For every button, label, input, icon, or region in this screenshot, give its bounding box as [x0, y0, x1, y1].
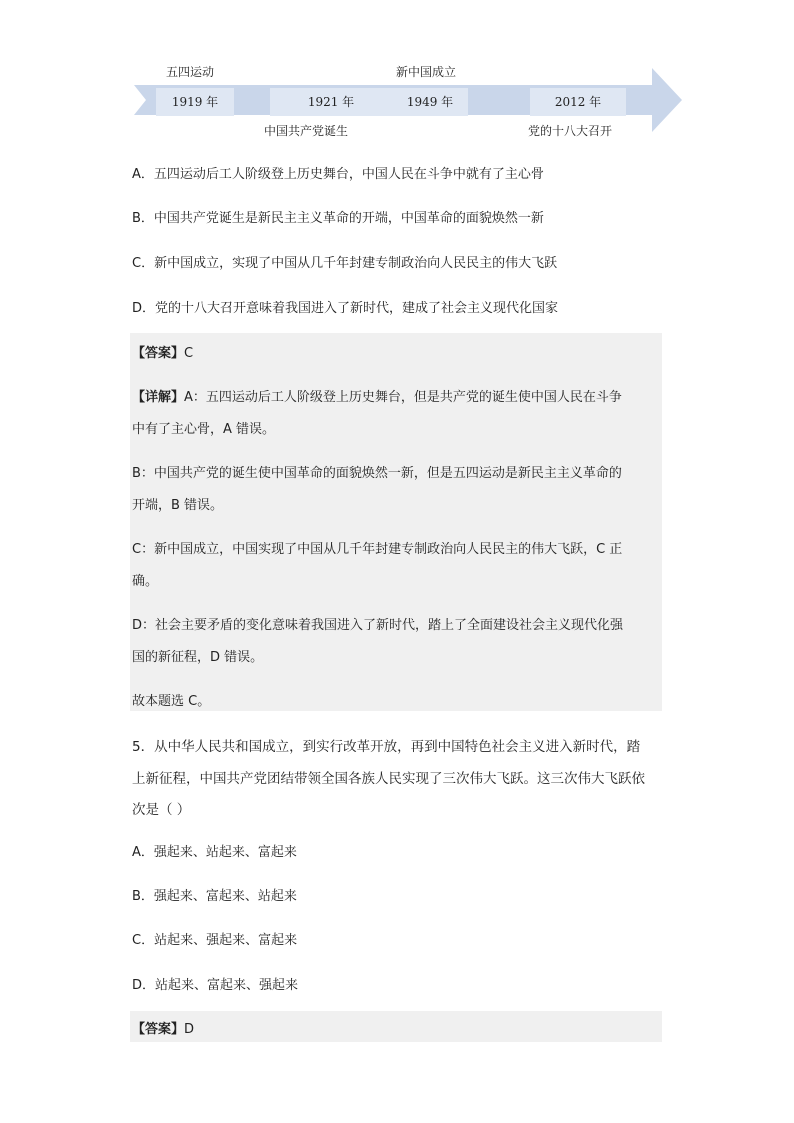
answer-value: C	[184, 346, 194, 361]
timeline-year-1949: 1949 年	[392, 88, 468, 116]
timeline-figure	[132, 58, 688, 140]
q5-answer-block	[130, 1011, 662, 1042]
q4-option-a: A．五四运动后工人阶级登上历史舞台，中国人民在斗争中就有了主心骨	[132, 167, 544, 182]
answer-label: 【答案】	[132, 346, 185, 361]
q4-detail-line-5: C：新中国成立，中国实现了中国从几千年封建专制政治向人民民主的伟大飞跃，C 正	[132, 542, 623, 557]
timeline-label-18th-congress: 党的十八大召开	[528, 124, 613, 138]
timeline-label-cpc-founded: 中国共产党诞生	[264, 124, 349, 138]
q4-detail-line-3: B：中国共产党的诞生使中国革命的面貌焕然一新，但是五四运动是新民主主义革命的	[132, 466, 622, 481]
q4-conclusion: 故本题选 C。	[132, 694, 211, 709]
q5-option-c: C．站起来、强起来、富起来	[132, 933, 298, 948]
timeline-label-wusi: 五四运动	[166, 65, 215, 79]
q5-answer	[132, 1018, 194, 1037]
q5-option-a: A．强起来、站起来、富起来	[132, 845, 297, 860]
q4-detail-line-6: 确。	[132, 574, 159, 589]
q4-answer	[132, 342, 193, 361]
q4-detail-line-8: 国的新征程，D 错误。	[132, 650, 264, 665]
q5-stem-line-2: 上新征程，中国共产党团结带领全国各族人民实现了三次伟大飞跃。这三次伟大飞跃依	[132, 771, 645, 787]
answer-label: 【答案】	[132, 1022, 185, 1037]
answer-value: D	[184, 1022, 195, 1037]
q4-option-b: B．中国共产党诞生是新民主主义革命的开端，中国革命的面貌焕然一新	[132, 211, 544, 226]
timeline-year-1919: 1919 年	[156, 88, 234, 116]
q4-detail-line-2: 中有了主心骨，A 错误。	[132, 422, 276, 437]
q4-option-d: D．党的十八大召开意味着我国进入了新时代，建成了社会主义现代化国家	[132, 301, 559, 316]
q5-option-b: B．强起来、富起来、站起来	[132, 889, 297, 904]
timeline-year-1921: 1921 年	[270, 88, 392, 116]
q4-option-c: C．新中国成立，实现了中国从几千年封建专制政治向人民民主的伟大飞跃	[132, 256, 558, 271]
detail-label: 【详解】	[132, 390, 185, 405]
q4-detail-line-1	[132, 386, 622, 405]
q4-detail-line-7: D：社会主要矛盾的变化意味着我国进入了新时代，踏上了全面建设社会主义现代化强	[132, 618, 624, 633]
timeline-year-2012: 2012 年	[530, 88, 626, 116]
q5-stem-line-3: 次是（ ）	[132, 802, 191, 818]
q5-stem-line-1: 5．从中华人民共和国成立，到实行改革开放，再到中国特色社会主义进入新时代，踏	[132, 739, 641, 755]
q4-detail-line-4: 开端，B 错误。	[132, 498, 224, 513]
timeline-label-new-china: 新中国成立	[396, 65, 457, 79]
detail-text: A：五四运动后工人阶级登上历史舞台，但是共产党的诞生使中国人民在斗争	[184, 390, 622, 405]
q5-option-d: D．站起来、富起来、强起来	[132, 978, 299, 993]
